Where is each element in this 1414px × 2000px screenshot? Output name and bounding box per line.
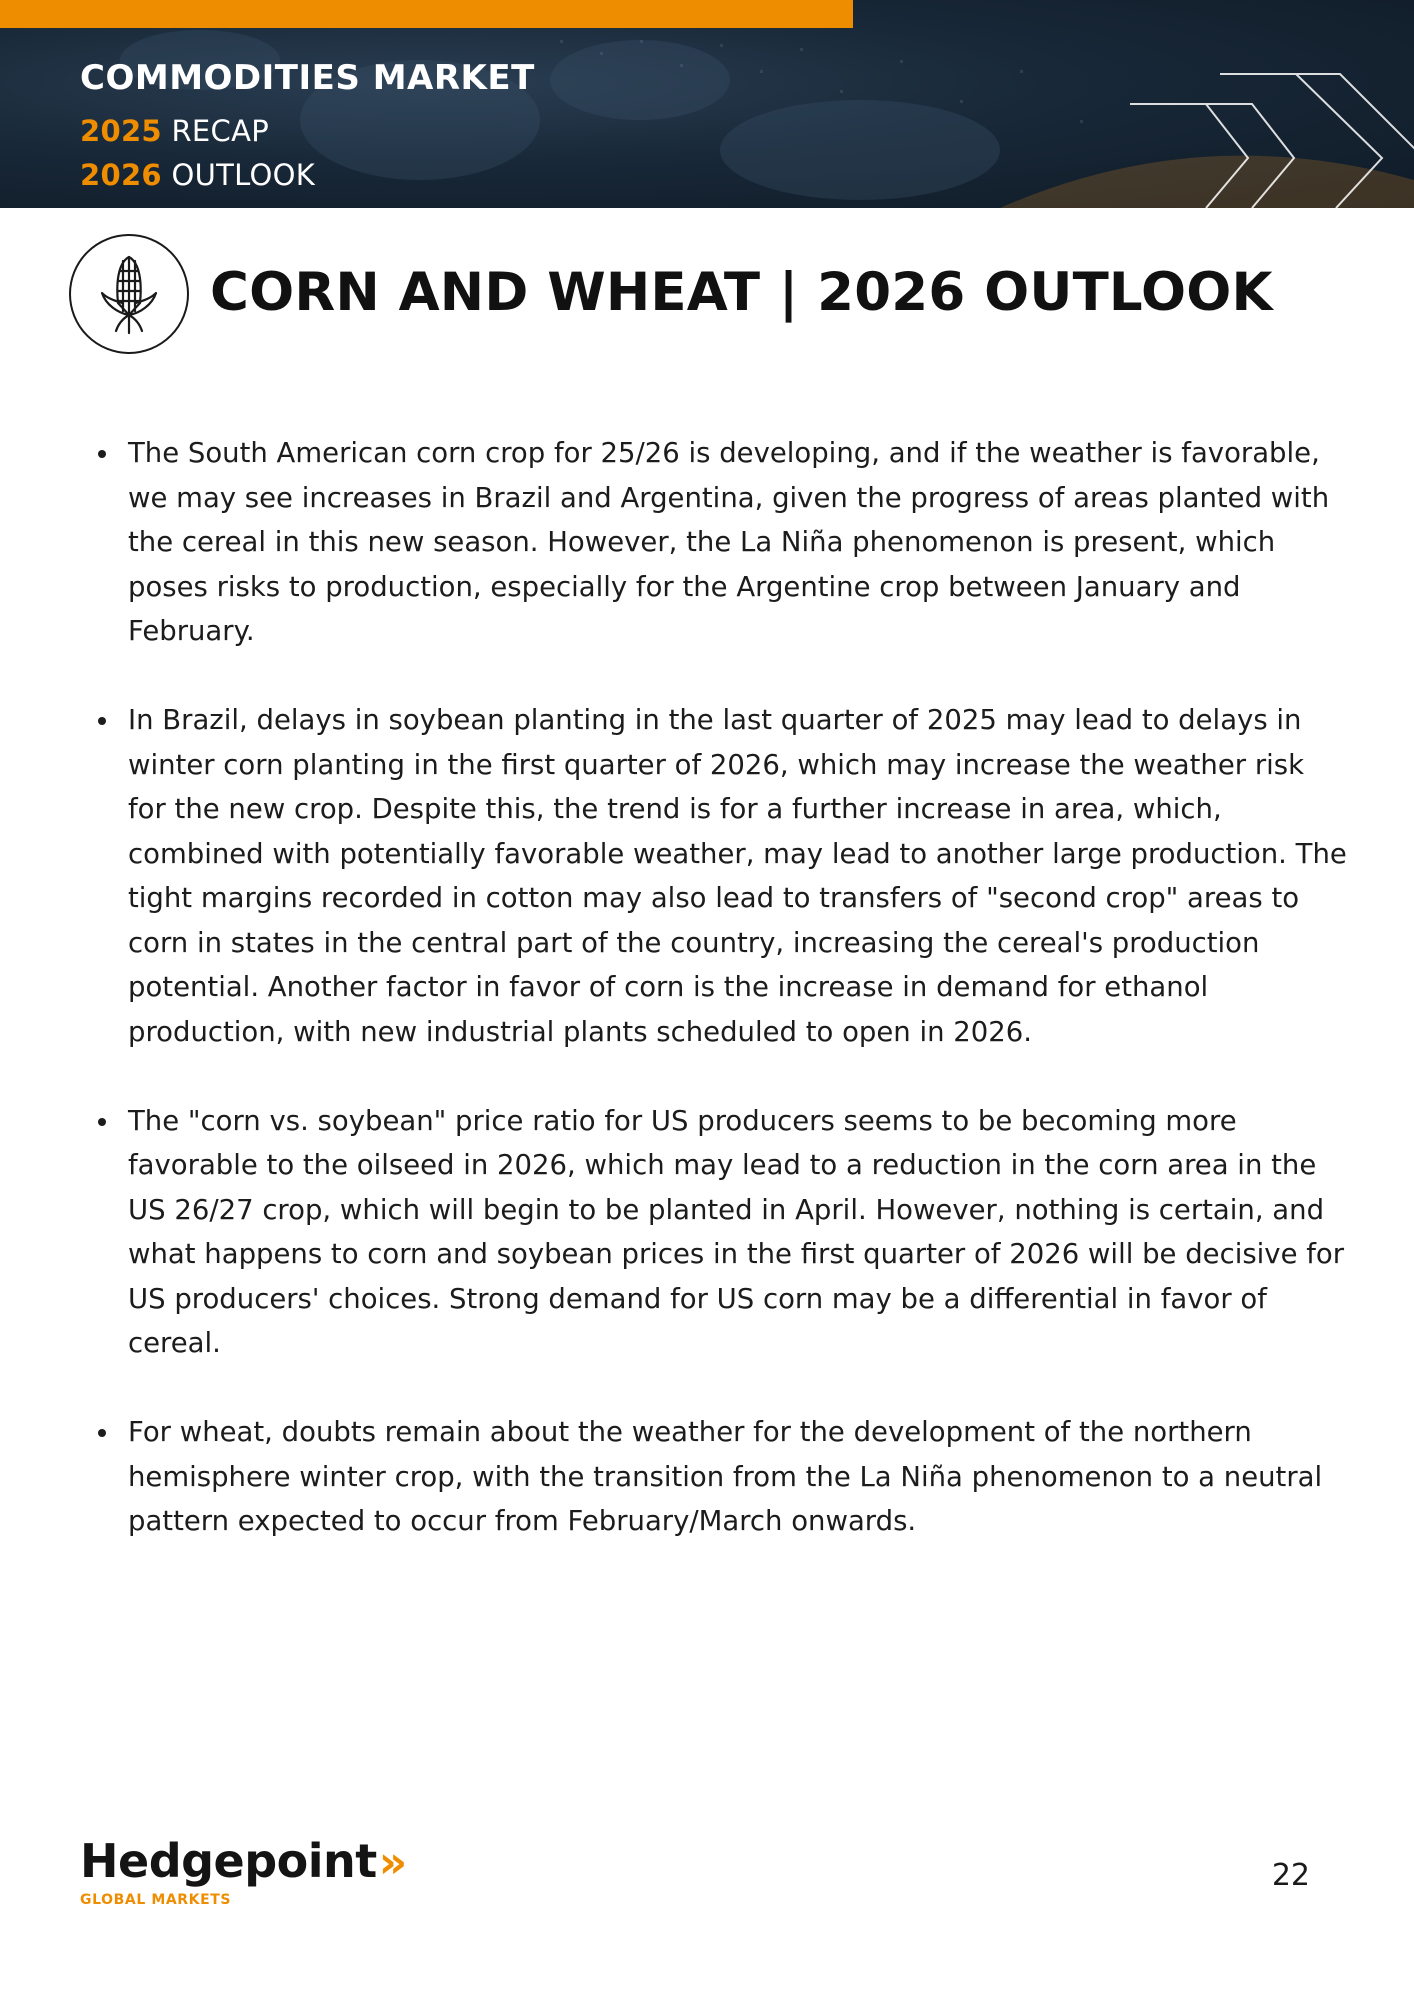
bullet-us-ratio: The "corn vs. soybean" price ratio for US producers seems to be becoming more favorable to the oilseed in 2026, which may lead to a reduction in the corn area in the US 26/27 crop, which will begin to be planted in April. However, nothing is certain, and what happens to corn and soybean prices in the first quarter of 2026 will be decisive for US producers' choices. Strong demand for US corn may be a differential in favor of cereal. — [80, 1099, 1350, 1366]
outlook-bullet-list — [80, 431, 1350, 1588]
corn-icon-badge — [69, 234, 189, 354]
header-accent-bar — [0, 0, 853, 28]
logo-chevron-icon: » — [378, 1837, 407, 1888]
section-title: CORN AND WHEAT | 2026 OUTLOOK — [210, 262, 1273, 323]
bullet-south-america: The South American corn crop for 25/26 is developing, and if the weather is favorable, we may see increases in Brazil and Argentina, given the progress of areas planted with the cereal in this new season. However, the La Niña phenomenon is present, which poses risks to production, especially for the Argentine crop between January and February. — [80, 431, 1350, 654]
hedgepoint-logo — [80, 1836, 407, 1908]
bullet-wheat: For wheat, doubts remain about the weather for the development of the northern hemisphere winter crop, with the transition from the La Niña phenomenon to a neutral pattern expected to occur from February/March onwards. — [80, 1410, 1350, 1544]
recap-year: 2025 — [80, 114, 162, 148]
logo-text: Hedgepoint — [80, 1834, 377, 1888]
logo-wordmark — [80, 1836, 407, 1888]
chevron-arrows-icon — [1114, 60, 1414, 208]
logo-subtitle: GLOBAL MARKETS — [80, 1892, 232, 1908]
outlook-label: OUTLOOK — [171, 158, 316, 192]
report-subtitle-outlook — [80, 158, 315, 192]
bullet-brazil: In Brazil, delays in soybean planting in the last quarter of 2025 may lead to delays in winter corn planting in the first quarter of 2026, which may increase the weather risk for the new crop. Despite this, the trend is for a further increase in area, which, combined with potentially favorable weather, may lead to another large production. The tight margins recorded in cotton may also lead to transfers of "second crop" areas to corn in states in the central part of the country, increasing the cereal's production potential. Another factor in favor of corn is the increase in demand for ethanol production, with new industrial plants scheduled to open in 2026. — [80, 698, 1350, 1054]
report-subtitle-recap — [80, 114, 269, 148]
outlook-year: 2026 — [80, 158, 162, 192]
corn-icon — [94, 253, 164, 335]
recap-label: RECAP — [171, 114, 270, 148]
header-banner — [0, 0, 1414, 208]
report-title: COMMODITIES MARKET — [80, 58, 535, 98]
page-number: 22 — [1271, 1858, 1310, 1893]
